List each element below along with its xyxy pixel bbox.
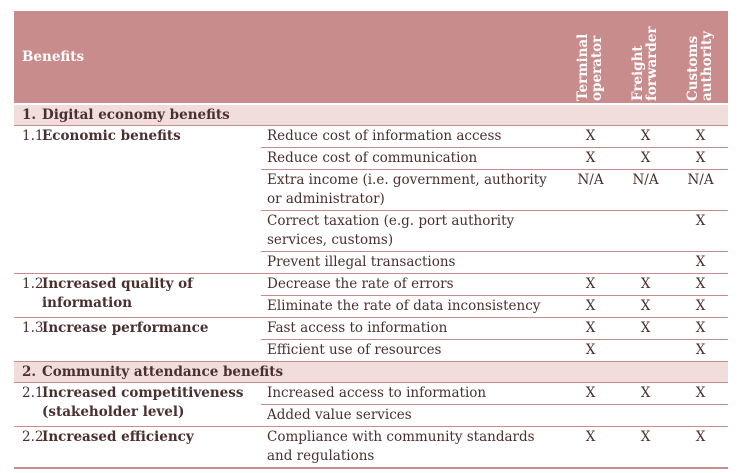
group-number: 1.2.: [14, 274, 42, 318]
mark-terminal-operator: X: [563, 383, 618, 405]
section-title: Digital economy benefits: [42, 104, 728, 126]
section-number: 1.: [14, 104, 42, 126]
row-description: Extra income (i.e. government, authority or administrator): [261, 170, 563, 211]
mark-terminal-operator: [563, 252, 618, 274]
header-benefits: Benefits: [14, 11, 563, 104]
mark-customs-authority: X: [673, 126, 728, 148]
mark-terminal-operator: [563, 405, 618, 427]
section-row: [14, 104, 728, 126]
mark-customs-authority: X: [673, 211, 728, 252]
table-row: [14, 318, 728, 340]
mark-customs-authority: X: [673, 340, 728, 362]
group-number: 2.2.: [14, 427, 42, 469]
group-number: 2.1.: [14, 383, 42, 427]
benefits-table: [14, 11, 728, 469]
mark-terminal-operator: [563, 211, 618, 252]
section-row: [14, 362, 728, 383]
mark-terminal-operator: N/A: [563, 170, 618, 211]
group-title: Increased quality of information: [42, 274, 261, 318]
section-title: Community attendance benefits: [42, 362, 728, 383]
row-description: Efficient use of resources: [261, 340, 563, 362]
row-description: Prevent illegal transactions: [261, 252, 563, 274]
header-customs-authority: [673, 11, 728, 104]
header-terminal-operator: [563, 11, 618, 104]
mark-customs-authority: X: [673, 296, 728, 318]
row-description: Decrease the rate of errors: [261, 274, 563, 296]
row-description: Added value services: [261, 405, 563, 427]
mark-freight-forwarder: X: [618, 274, 673, 296]
mark-freight-forwarder: X: [618, 296, 673, 318]
mark-freight-forwarder: X: [618, 427, 673, 469]
row-description: Eliminate the rate of data inconsistency: [261, 296, 563, 318]
mark-freight-forwarder: X: [618, 318, 673, 340]
mark-freight-forwarder: X: [618, 126, 673, 148]
mark-freight-forwarder: [618, 252, 673, 274]
mark-freight-forwarder: [618, 211, 673, 252]
mark-customs-authority: [673, 405, 728, 427]
group-number: 1.3.: [14, 318, 42, 362]
mark-terminal-operator: X: [563, 296, 618, 318]
mark-customs-authority: X: [673, 318, 728, 340]
mark-freight-forwarder: [618, 340, 673, 362]
mark-customs-authority: X: [673, 383, 728, 405]
group-title: Economic benefits: [42, 126, 261, 274]
mark-terminal-operator: X: [563, 148, 618, 170]
row-description: Increased access to information: [261, 383, 563, 405]
table-row: [14, 427, 728, 469]
mark-customs-authority: X: [673, 274, 728, 296]
row-description: Fast access to information: [261, 318, 563, 340]
mark-customs-authority: X: [673, 252, 728, 274]
mark-terminal-operator: X: [563, 318, 618, 340]
mark-customs-authority: N/A: [673, 170, 728, 211]
table-header-row: [14, 11, 728, 104]
header-customs-authority-label: Customs authority: [684, 31, 715, 101]
mark-terminal-operator: X: [563, 427, 618, 469]
table-row: [14, 126, 728, 148]
section-number: 2.: [14, 362, 42, 383]
mark-freight-forwarder: N/A: [618, 170, 673, 211]
mark-freight-forwarder: X: [618, 383, 673, 405]
mark-terminal-operator: X: [563, 340, 618, 362]
row-description: Compliance with community standards and regulations: [261, 427, 563, 469]
mark-terminal-operator: X: [563, 274, 618, 296]
group-number: 1.1.: [14, 126, 42, 274]
header-freight-forwarder: [618, 11, 673, 104]
row-description: Reduce cost of communication: [261, 148, 563, 170]
row-description: Reduce cost of information access: [261, 126, 563, 148]
mark-freight-forwarder: X: [618, 148, 673, 170]
table-row: [14, 383, 728, 405]
header-freight-forwarder-label: Freight forwarder: [629, 26, 660, 101]
mark-freight-forwarder: [618, 405, 673, 427]
mark-terminal-operator: X: [563, 126, 618, 148]
group-title: Increased competitiveness (stakeholder level): [42, 383, 261, 427]
mark-customs-authority: X: [673, 427, 728, 469]
mark-customs-authority: X: [673, 148, 728, 170]
group-title: Increase performance: [42, 318, 261, 362]
table-row: [14, 274, 728, 296]
group-title: Increased efficiency: [42, 427, 261, 469]
row-description: Correct taxation (e.g. port authority services, customs): [261, 211, 563, 252]
header-terminal-operator-label: Terminal operator: [574, 33, 605, 101]
